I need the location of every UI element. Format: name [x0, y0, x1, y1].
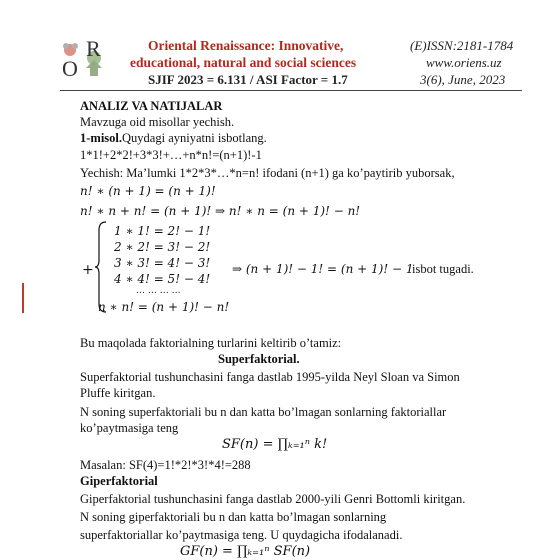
equation-1: n! ∗ (n + 1) = (n + 1)!	[80, 184, 216, 198]
sum-plus-sign: +	[82, 262, 94, 278]
issn: (E)ISSN:2181-1784	[410, 38, 514, 53]
system-line-1: 1 ∗ 1! = 2! − 1!	[114, 224, 211, 238]
section-title: ANALIZ VA NATIJALAR	[80, 99, 223, 113]
equation-2: n! ∗ n + n! = (n + 1)! ⇒ n! ∗ n = (n + 1)! − n!	[80, 204, 361, 218]
system-line-4: 4 ∗ 4! = 5! − 4!	[114, 272, 211, 286]
hyperfactorial-para2-line1: N soning giperfaktoriali bu n dan katta bo’lmagan sonlarning	[80, 510, 387, 524]
system-line-3: 3 ∗ 3! = 4! − 3!	[114, 256, 211, 270]
journal-metrics: SJIF 2023 = 6.131 / ASI Factor = 1.7	[148, 72, 348, 87]
identity-line: 1*1!+2*2!+3*3!+…+n*n!=(n+1)!-1	[80, 148, 262, 162]
website: www.oriens.uz	[426, 55, 502, 70]
example-heading	[80, 131, 267, 146]
factorial-intro: Bu maqolada faktorialning turlarini keltirib o’tamiz:	[80, 336, 342, 350]
superfactorial-para2-line1: N soning superfaktoriali bu n dan katta bo’lmagan sonlarning faktoriallar	[80, 405, 447, 419]
superfactorial-formula: SF(n) = ∏ₖ₌₁ⁿ k!	[222, 437, 328, 452]
superfactorial-heading: Superfaktorial.	[218, 352, 300, 366]
hyperfactorial-formula: GF(n) = ∏ₖ₌₁ⁿ SF(n)	[180, 544, 311, 559]
example-label: 1-misol.	[80, 131, 123, 145]
logo-letter-r: R	[86, 36, 101, 61]
system-line-n: n ∗ n! = (n + 1)! − n!	[98, 300, 230, 314]
journal-logo	[56, 38, 108, 82]
issue-date: 3(6), June, 2023	[420, 72, 506, 87]
intro-text: Mavzuga oid misollar yechish.	[80, 115, 235, 129]
system-line-2: 2 ∗ 2! = 3! − 2!	[114, 240, 211, 254]
proof-complete: isbot tugadi.	[412, 262, 474, 276]
logo-letter-o: O	[62, 56, 78, 81]
journal-title-line2: educational, natural and social sciences	[130, 55, 357, 70]
system-result: ⇒ (n + 1)! − 1! = (n + 1)! − 1	[232, 262, 414, 276]
superfactorial-para1-line1: Superfaktorial tushunchasini fanga dastlab 1995-yilda Neyl Sloan va Simon	[80, 370, 460, 384]
superfactorial-para2-line2: ko’paytmasiga teng	[80, 421, 179, 435]
hyperfactorial-heading: Giperfaktorial	[80, 474, 158, 488]
hyperfactorial-para2-line2: superfaktoriallar ko’paytmasiga teng. U quydagicha ifodalanadi.	[80, 528, 403, 542]
superfactorial-example: Masalan: SF(4)=1!*2!*3!*4!=288	[80, 458, 251, 472]
system-line-ellipsis: … … … …	[136, 286, 181, 296]
margin-marker	[22, 283, 24, 313]
header-divider	[60, 90, 522, 91]
solution-line: Yechish: Ma’lumki 1*2*3*…*n=n! ifodani (n+1) ga ko’paytirib yuborsak,	[80, 166, 455, 180]
example-text: Quydagi ayniyatni isbotlang.	[122, 131, 267, 145]
journal-title-line1: Oriental Renaissance: Innovative,	[148, 38, 344, 53]
hyperfactorial-para1: Giperfaktorial tushunchasini fanga dastlab 2000-yili Genri Bottomli kiritgan.	[80, 492, 466, 506]
superfactorial-para1-line2: Pluffe kiritgan.	[80, 386, 156, 400]
